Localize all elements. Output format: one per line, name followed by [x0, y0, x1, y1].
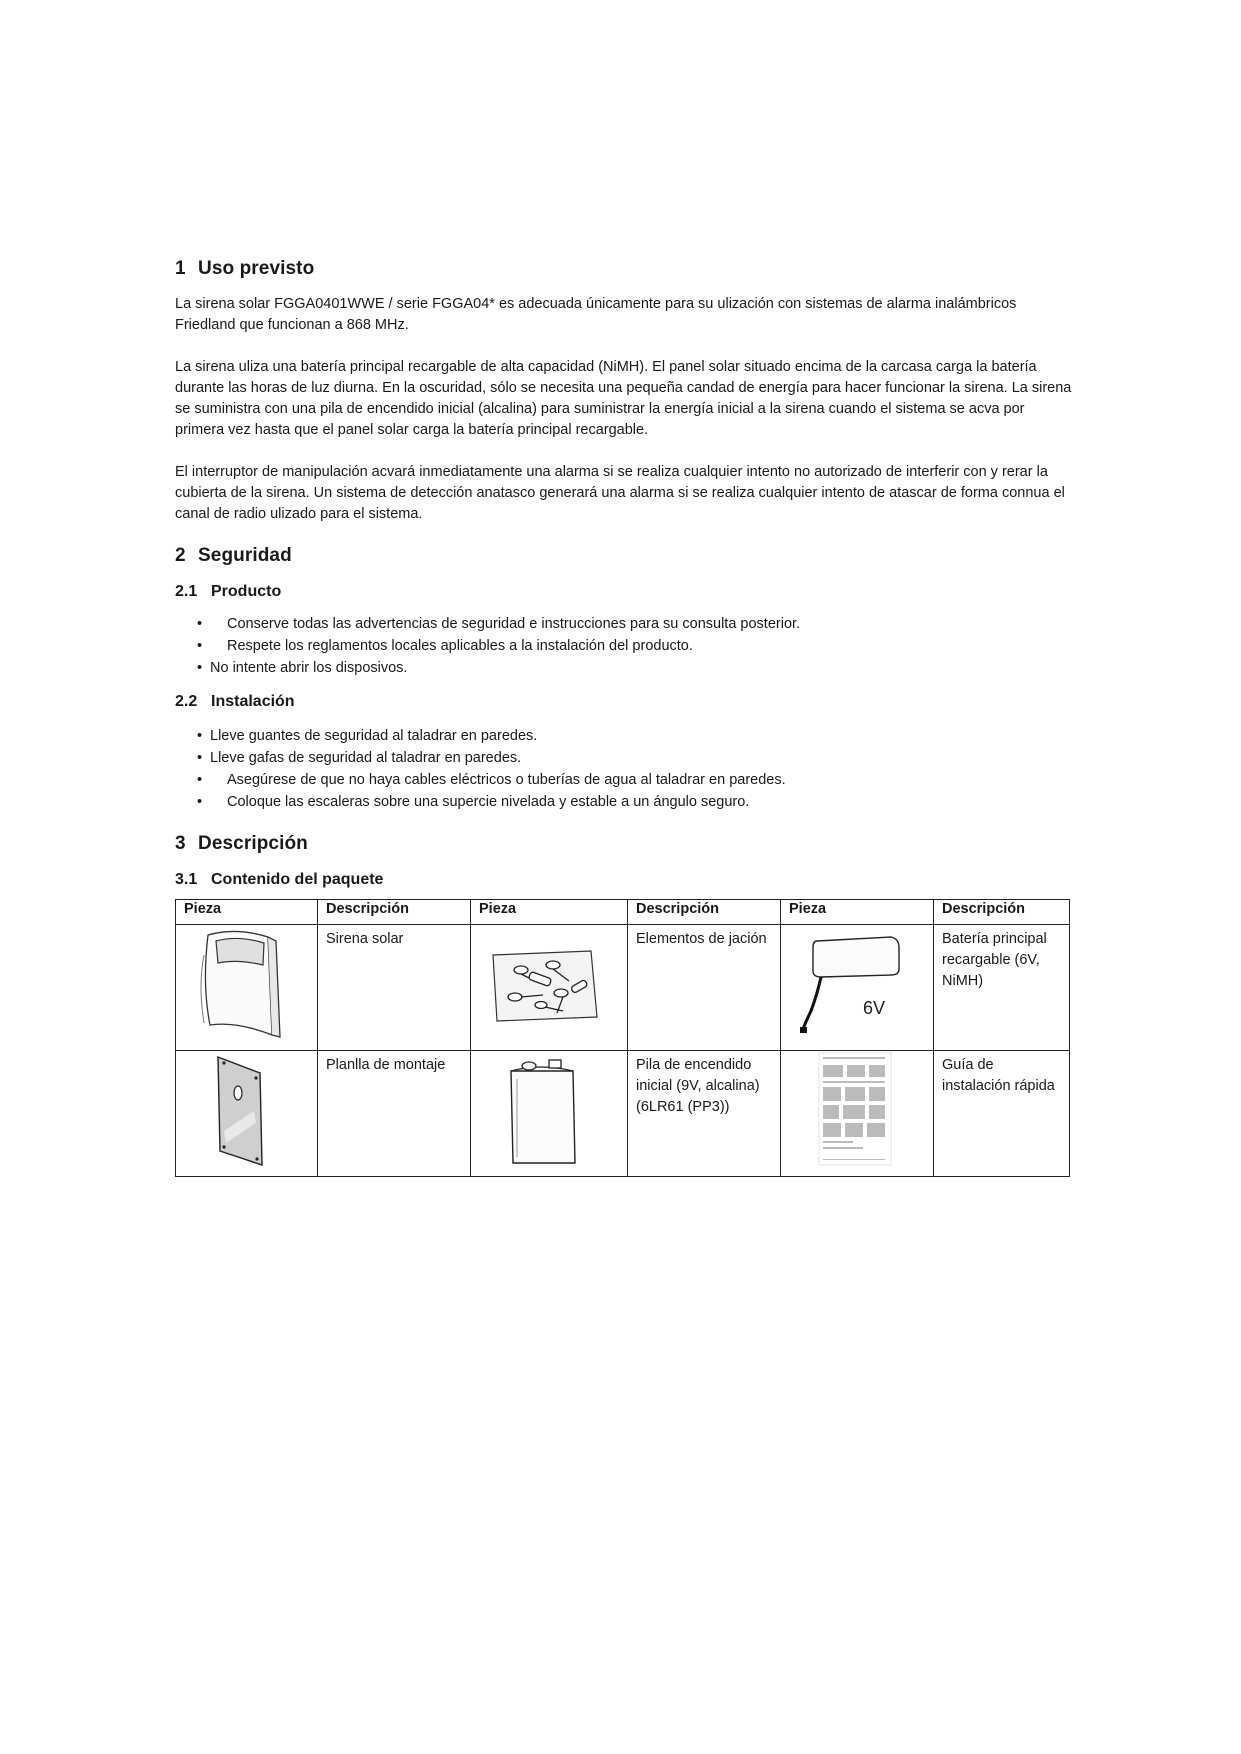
list-item: • Lleve gafas de seguridad al taladrar en paredes.: [197, 750, 522, 766]
table-cell: Pila de encendido inicial (9V, alcalina) (6LR61 (PP3)): [628, 1051, 781, 1177]
subsection-3-1-heading: 3.1 Contenido del paquete: [175, 871, 384, 888]
subsection-2-2-heading: 2.2 Instalación: [175, 693, 295, 710]
table-cell: Batería principal recargable (6V, NiMH): [934, 925, 1070, 1051]
section-1-heading: 1 Uso previsto: [175, 258, 315, 279]
mounting-plate-icon: [176, 1051, 317, 1170]
header-cell: Descripción: [934, 900, 1070, 925]
table-cell: [781, 1051, 934, 1177]
header-cell: Pieza: [471, 900, 628, 925]
header-cell: Descripción: [628, 900, 781, 925]
header-cell: Pieza: [781, 900, 934, 925]
table-cell: [176, 1051, 318, 1177]
list-item: • Conserve todas las advertencias de seguridad e instrucciones para su consulta posterior.: [197, 616, 801, 632]
screws-icon: [471, 925, 612, 1044]
installation-safety-list: [175, 725, 1075, 813]
battery-voltage-label: 6V: [863, 998, 886, 1018]
list-item: • Coloque las escaleras sobre una supercie nivelada y estable a un ángulo seguro.: [197, 794, 750, 810]
table-cell: Elementos de jación: [628, 925, 781, 1051]
list-item: • Asegúrese de que no haya cables eléctricos o tuberías de agua al taladrar en paredes.: [197, 772, 786, 788]
table-cell: [471, 1051, 628, 1177]
solar-siren-icon: [176, 925, 317, 1044]
table-cell: [471, 925, 628, 1051]
product-safety-list: [175, 613, 1075, 679]
rechargeable-battery-icon: [781, 925, 922, 1044]
list-item: • Lleve guantes de seguridad al taladrar en paredes.: [197, 728, 538, 744]
list-item: • Respete los reglamentos locales aplicables a la instalación del producto.: [197, 638, 693, 654]
table-header-row: [176, 900, 1070, 925]
table-cell: [781, 925, 934, 1051]
section-3-heading: 3 Descripción: [175, 833, 308, 854]
table-row: [176, 1051, 1070, 1177]
subsection-2-1-heading: 2.1 Producto: [175, 583, 282, 600]
table-cell: Sirena solar: [318, 925, 471, 1051]
header-cell: Pieza: [176, 900, 318, 925]
section-1-paragraph-2: La sirena uliza una batería principal recargable de alta capacidad (NiMH). El panel solar situado encima de la carcasa carga la batería durante las horas de luz diurna. En la oscuridad, sólo se necesita una pequeña candad de energía para hacer funcionar la sirena. La sirena se suministra con una pila de encendido inicial (alcalina) para suministrar la energía inicial a la sirena cuando el sistema se acva por primera vez hasta que el panel solar carga la batería principal recargable.: [175, 359, 1072, 438]
list-item: • No intente abrir los disposivos.: [197, 660, 408, 676]
header-cell: Descripción: [318, 900, 471, 925]
table-cell: Planlla de montaje: [318, 1051, 471, 1177]
package-contents-table: [175, 899, 1070, 1177]
table-cell: Guía de instalación rápida: [934, 1051, 1070, 1177]
quick-guide-icon: [781, 1051, 922, 1170]
document-page: [175, 258, 1075, 1177]
section-1-paragraph-1: La sirena solar FGGA0401WWE / serie FGGA04* es adecuada únicamente para su ulización con sistemas de alarma inalámbricos Friedland que funcionan a 868 MHz.: [175, 296, 1017, 333]
table-row: [176, 925, 1070, 1051]
section-1-paragraph-3: El interruptor de manipulación acvará inmediatamente una alarma si se realiza cualquier intento no autorizado de interferir con y rerar la cubierta de la sirena. Un sistema de detección anatasco generará una alarma si se realiza cualquier intento de atascar de forma connua el canal de radio ulizado para el sistema.: [175, 464, 1065, 522]
table-cell: [176, 925, 318, 1051]
section-2-heading: 2 Seguridad: [175, 545, 292, 566]
9v-battery-icon: [471, 1051, 612, 1170]
